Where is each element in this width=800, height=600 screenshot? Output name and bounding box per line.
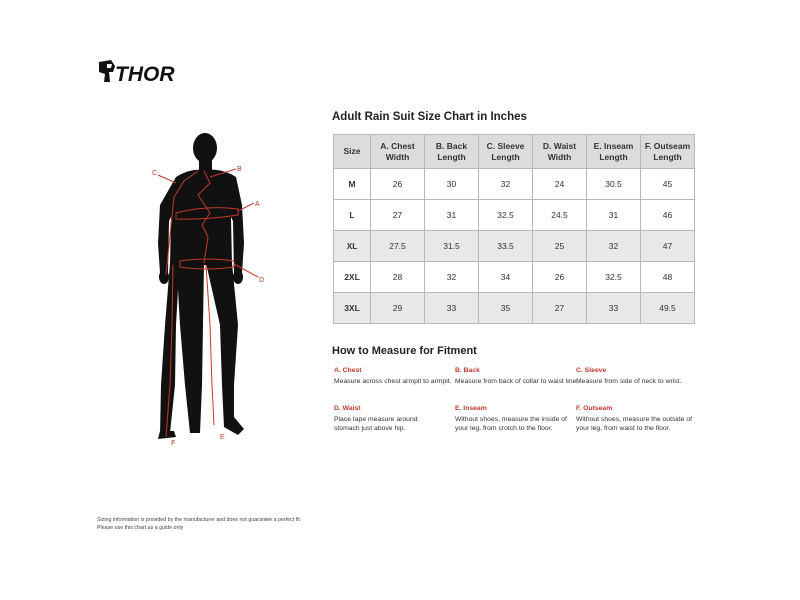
body-silhouette (158, 133, 244, 439)
size-cell: 2XL (334, 262, 371, 293)
label-b: B (237, 166, 242, 173)
header-cell: B. Back Length (425, 135, 479, 169)
table-cell: 32 (425, 262, 479, 293)
table-cell: 27 (533, 293, 587, 324)
disclaimer-line: Sizing information is provided by the manufacturer and does not guarantee a perfect fit. (97, 517, 302, 523)
label-f: F (171, 440, 176, 447)
table-cell: 27 (371, 200, 425, 231)
table-row (334, 169, 695, 200)
measure-item-title: C. Sleeve (576, 367, 607, 374)
table-cell: 47 (641, 231, 695, 262)
measure-item-back (455, 366, 580, 386)
measure-item-title: B. Back (455, 367, 480, 374)
measure-title: How to Measure for Fitment (332, 345, 477, 357)
table-header-row (334, 135, 695, 169)
table-cell: 24 (533, 169, 587, 200)
table-row (334, 293, 695, 324)
table-cell: 45 (641, 169, 695, 200)
table-cell: 32 (587, 231, 641, 262)
measure-item-text: Without shoes, measure the outside of your leg, from waist to the floor. (576, 416, 692, 432)
table-cell: 32.5 (587, 262, 641, 293)
table-cell: 28 (371, 262, 425, 293)
size-cell: M (334, 169, 371, 200)
size-cell: 3XL (334, 293, 371, 324)
table-cell: 48 (641, 262, 695, 293)
header-cell: F. Outseam Length (641, 135, 695, 169)
helmet-icon (99, 60, 115, 82)
size-cell: L (334, 200, 371, 231)
measure-item-title: E. Inseam (455, 405, 487, 412)
measure-item-title: A. Chest (334, 367, 362, 374)
thor-logo (97, 58, 187, 86)
disclaimer-line: Please use this chart as a guide only (97, 524, 184, 531)
table-cell: 27.5 (371, 231, 425, 262)
table-cell: 46 (641, 200, 695, 231)
label-a: A (255, 201, 260, 208)
brand-name: THOR (115, 63, 175, 86)
table-cell: 35 (479, 293, 533, 324)
header-cell: A. Chest Width (371, 135, 425, 169)
table-cell: 31.5 (425, 231, 479, 262)
table-cell: 33 (425, 293, 479, 324)
size-table (333, 134, 695, 324)
table-row (334, 231, 695, 262)
table-cell: 26 (533, 262, 587, 293)
size-cell: XL (334, 231, 371, 262)
measure-item-text: Measure from back of collar to waist line. (455, 378, 579, 385)
body-measure-figure (140, 125, 280, 455)
table-cell: 32.5 (479, 200, 533, 231)
measure-item-waist (334, 404, 434, 433)
header-cell: C. Sleeve Length (479, 135, 533, 169)
measure-item-title: D. Waist (334, 405, 361, 412)
measure-item-text: Without shoes, measure the inside of your leg, from crotch to the floor. (455, 416, 567, 432)
chart-title: Adult Rain Suit Size Chart in Inches (332, 111, 527, 123)
table-cell: 49.5 (641, 293, 695, 324)
table-cell: 31 (587, 200, 641, 231)
label-d: D (259, 277, 265, 284)
header-cell: D. Waist Width (533, 135, 587, 169)
measure-item-title: F. Outseam (576, 405, 613, 412)
table-cell: 30 (425, 169, 479, 200)
table-cell: 24.5 (533, 200, 587, 231)
table-row (334, 200, 695, 231)
measure-item-outseam (576, 404, 698, 433)
table-cell: 30.5 (587, 169, 641, 200)
table-cell: 25 (533, 231, 587, 262)
table-cell: 29 (371, 293, 425, 324)
measure-item-chest (334, 366, 459, 386)
table-cell: 33 (587, 293, 641, 324)
measure-item-sleeve (576, 366, 701, 386)
header-cell: E. Inseam Length (587, 135, 641, 169)
label-e: E (220, 434, 225, 441)
measure-item-text: Measure from side of neck to wrist. (576, 378, 682, 385)
measure-item-text: Place tape measure around stomach just above hip. (334, 416, 418, 432)
table-cell: 31 (425, 200, 479, 231)
table-cell: 32 (479, 169, 533, 200)
table-cell: 26 (371, 169, 425, 200)
header-cell: Size (334, 135, 371, 169)
measure-item-text: Measure across chest armpit to armpit. (334, 378, 452, 385)
disclaimer (97, 517, 357, 532)
measure-item-inseam (455, 404, 573, 433)
table-cell: 34 (479, 262, 533, 293)
table-cell: 33.5 (479, 231, 533, 262)
label-c: C (152, 170, 158, 177)
table-row (334, 262, 695, 293)
